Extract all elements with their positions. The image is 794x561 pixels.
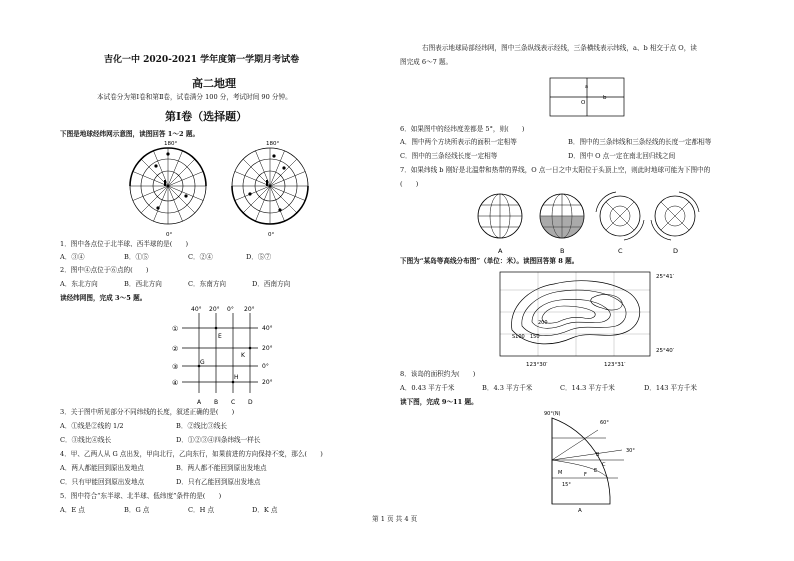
contour-label: 150 xyxy=(530,334,540,340)
q6-option-d: D．图中 O 点一定在南北回归线之间 xyxy=(568,152,676,160)
q2-option-d: D．西南方向 xyxy=(252,280,291,288)
q7-stem-tail: ( ) xyxy=(400,180,419,188)
sunlit-globe-options xyxy=(470,190,710,258)
sphere-section-diagram xyxy=(538,408,648,514)
polar-globe-diagrams xyxy=(120,140,340,240)
q4-option-a: A．两人都能回到原出发地点 xyxy=(60,464,144,472)
q2-option-b: B．西北方向 xyxy=(124,280,162,288)
q1-option-a: A．③④ xyxy=(60,253,85,261)
grid-lat-label: 20° xyxy=(262,379,273,386)
contour-label: S100 xyxy=(512,334,525,340)
q67-lead-line2: 图完成 6～7 题。 xyxy=(400,58,453,66)
q6-stem: 6．如果图中的经纬度差都是 5°，则( ) xyxy=(400,125,525,133)
exam-intro: 本试卷分为第Ⅰ卷和第Ⅱ卷，试卷满分 100 分，考试时间 90 分钟。 xyxy=(97,93,292,101)
q8-option-c: C．14.3 平方千米 xyxy=(560,384,615,392)
q4-stem: 4．甲、乙两人从 G 点出发，甲向北行，乙向东行，如果前进的方向保持不变，那么( ) xyxy=(60,450,323,458)
grid-point-label: H xyxy=(234,374,239,381)
grid-lat-label: 20° xyxy=(262,345,273,352)
polar-globe-right xyxy=(232,148,308,224)
sphere-label-f: F xyxy=(584,472,587,478)
q3-option-b: B．②线比③线长 xyxy=(176,422,228,430)
q5-stem: 5．图中符合“东半球、北半球、低纬度”条件的是( ) xyxy=(60,492,222,500)
q911-lead: 读下图，完成 9～11 题。 xyxy=(400,398,478,406)
q3-option-c: C．③线比④线长 xyxy=(60,436,112,444)
globe-option-label: B xyxy=(560,247,565,255)
sphere-label-e: E xyxy=(594,468,598,474)
sphere-label-b: B xyxy=(596,452,600,458)
page-footer: 第 1 页 共 4 页 xyxy=(372,515,418,523)
grid-point-label: K xyxy=(241,352,245,359)
grid-col-label: B xyxy=(214,399,219,406)
q6-option-b: B．图中的三条纬线和三条经线的长度一定都相等 xyxy=(568,138,712,146)
grid-lon-label: 40° xyxy=(191,306,202,313)
globe-left-label-bottom: 0° xyxy=(166,232,173,238)
grid-row-label: ③ xyxy=(172,363,179,371)
graticule-label-o: O xyxy=(581,100,586,106)
grid-row-label: ② xyxy=(172,345,179,353)
globe-right-label-top: 180° xyxy=(266,141,280,147)
q1-stem: 1．图中各点位于北半球、西半球的是( ) xyxy=(60,240,189,248)
graticule-label-b: b xyxy=(603,95,607,101)
section-title: 第Ⅰ卷（选择题） xyxy=(165,110,248,123)
contour-label: 200 xyxy=(538,320,548,326)
q5-option-c: C．H 点 xyxy=(188,506,215,514)
q2-option-a: A．东北方向 xyxy=(60,280,98,288)
q35-lead: 读经纬网图，完成 3～5 题。 xyxy=(60,294,147,302)
q8-lead: 下图为“某岛等高线分布图”（单位：米）。读图回答第 8 题。 xyxy=(400,257,579,265)
q3-stem: 3．关于图中所见部分不同纬线的长度，叙述正确的是( ) xyxy=(60,408,235,416)
grid-col-label: A xyxy=(197,399,202,406)
globe-option-d xyxy=(651,192,699,240)
sphere-label-c: C xyxy=(602,462,606,468)
sphere-label-north: 90°(N) xyxy=(544,411,561,417)
q2-stem: 2．图中④点位于⑥点的( ) xyxy=(60,266,149,274)
globe-left-label-top: 180° xyxy=(164,141,178,147)
grid-lat-label: 0° xyxy=(262,363,269,370)
grid-point-label: G xyxy=(200,359,205,366)
island-contour-map xyxy=(498,268,698,368)
polar-globe-left xyxy=(130,148,206,224)
q6-option-c: C．图中的三条经线长度一定相等 xyxy=(400,152,498,160)
latlon-grid-diagram xyxy=(170,303,290,413)
q2-option-c: C．东南方向 xyxy=(188,280,227,288)
map-lat-label: 25°41′ xyxy=(656,274,674,280)
sphere-label-30: 30° xyxy=(626,448,635,454)
q8-option-b: B．4.3 平方千米 xyxy=(482,384,533,392)
map-lon-label: 123°30′ xyxy=(526,362,548,368)
q8-stem: 8．该岛的面积约为( ) xyxy=(400,370,476,378)
sphere-label-a: A xyxy=(578,508,582,514)
grid-col-label: D xyxy=(248,399,253,406)
q12-lead: 下图是地球经纬网示意图，读图回答 1～2 题。 xyxy=(60,130,200,138)
q6-option-a: A．图中两个方块所表示的面积一定相等 xyxy=(400,138,517,146)
globe-option-label: A xyxy=(498,247,503,255)
grid-col-label: C xyxy=(231,399,236,406)
q4-option-c: C．只有甲能回到原出发地点 xyxy=(60,478,145,486)
grid-point-label: E xyxy=(218,333,222,340)
q5-option-a: A．E 点 xyxy=(60,506,85,514)
grid-lon-label: 20° xyxy=(209,306,220,313)
globe-option-label: C xyxy=(618,247,623,255)
q4-option-b: B．两人都不能回到原出发地点 xyxy=(176,464,267,472)
grid-lat-label: 40° xyxy=(262,325,273,332)
sphere-label-60: 60° xyxy=(600,420,609,426)
grid-lon-label: 20° xyxy=(244,306,255,313)
q1-option-d: D．⑤⑦ xyxy=(246,253,272,261)
globe-right-label-bottom: 0° xyxy=(268,232,275,238)
q5-option-b: B．G 点 xyxy=(124,506,150,514)
q5-option-d: D．K 点 xyxy=(252,506,278,514)
q1-option-b: B．①⑤ xyxy=(124,253,149,261)
map-lat-label: 25°40′ xyxy=(656,348,674,354)
grid-row-label: ① xyxy=(172,325,179,333)
q7-stem: 7．如果纬线 b 刚好是北温带和热带的界线，O 点一日之中太阳位于头顶上空，则此时地球可能为下图中的 xyxy=(400,166,711,174)
q3-option-d: D．①②③④四条纬线一样长 xyxy=(176,436,261,444)
q8-option-d: D．143 平方千米 xyxy=(644,384,697,392)
grid-row-label: ④ xyxy=(172,379,179,387)
exam-title: 吉化一中 2020-2021 学年度第一学期月考试卷 xyxy=(104,55,300,65)
subject-title: 高二地理 xyxy=(192,77,236,90)
q1-option-c: C．②④ xyxy=(188,253,213,261)
globe-option-c xyxy=(596,192,644,240)
grid-lon-label: 0° xyxy=(227,306,234,313)
q4-option-d: D．只有乙能回到原出发地点 xyxy=(176,478,261,486)
graticule-label-a: a xyxy=(585,84,589,90)
globe-option-a xyxy=(478,194,522,238)
map-lon-label: 123°31′ xyxy=(604,362,626,368)
q3-option-a: A．①线是②线的 1/2 xyxy=(60,422,124,430)
sphere-label-15: 15° xyxy=(562,482,571,488)
q8-option-a: A．0.43 平方千米 xyxy=(400,384,455,392)
sphere-label-m: M xyxy=(558,470,563,476)
globe-option-b xyxy=(540,194,584,238)
globe-option-label: D xyxy=(673,247,679,255)
q67-lead-line1: 右图表示地球局部经纬网，图中三条纵线表示经线，三条横线表示纬线，a、b 相交于点 O，读 xyxy=(422,44,697,52)
local-graticule-diagram xyxy=(548,76,628,120)
